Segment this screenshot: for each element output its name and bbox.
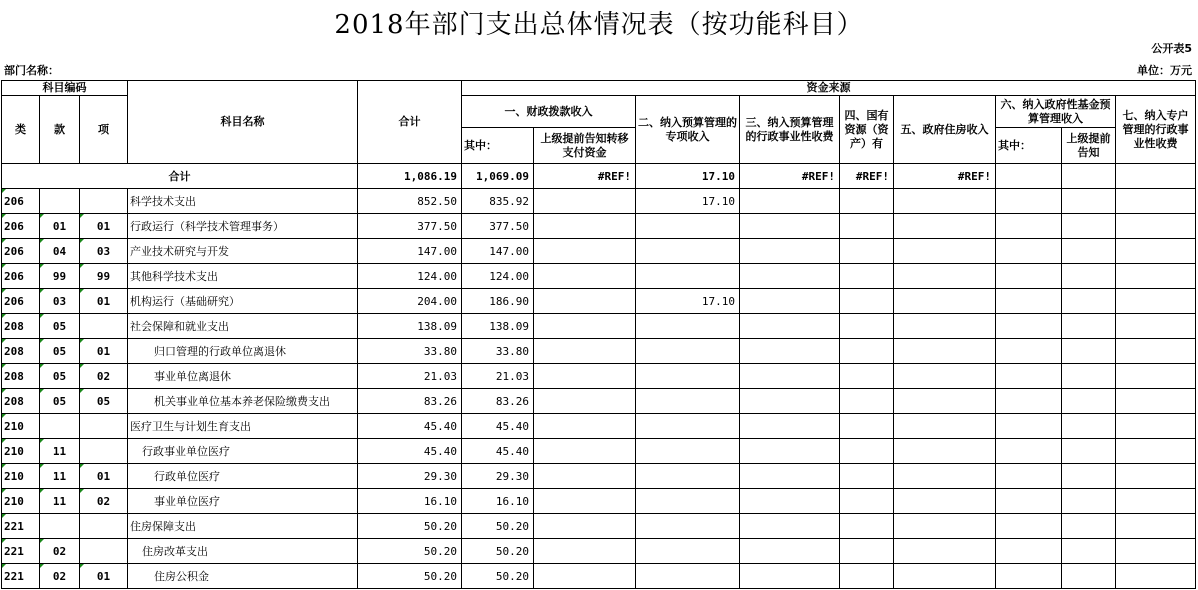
- row-xiang: [80, 439, 128, 464]
- table-row: [2, 514, 1196, 539]
- row-xiang: 02: [80, 364, 128, 389]
- row-empty-cell: [740, 289, 840, 314]
- row-total: 29.30: [358, 464, 462, 489]
- row-empty-cell: [996, 414, 1062, 439]
- row-xiang: 01: [80, 339, 128, 364]
- total-row: [2, 164, 1196, 189]
- row-empty-cell: [996, 564, 1062, 589]
- table-row: [2, 539, 1196, 564]
- row-subject-name: 机构运行（基础研究）: [128, 289, 358, 314]
- gov-fund-advance-header: 上级提前告知: [1062, 128, 1116, 164]
- fund-source-header: 资金来源: [462, 81, 1196, 96]
- total-header: 合计: [358, 81, 462, 164]
- total-label: 合计: [2, 164, 358, 189]
- table-row: [2, 389, 1196, 414]
- row-empty-cell: [1116, 539, 1196, 564]
- row-kuan: 05: [40, 364, 80, 389]
- unit-label: 单位：万元: [1137, 64, 1192, 77]
- row-advance: [534, 239, 636, 264]
- row-empty-cell: [740, 364, 840, 389]
- row-empty-cell: [740, 514, 840, 539]
- total-fees: #REF!: [740, 164, 840, 189]
- row-fiscal: 16.10: [462, 489, 534, 514]
- row-advance: [534, 314, 636, 339]
- subject-name-header: 科目名称: [128, 81, 358, 164]
- row-empty-cell: [840, 464, 894, 489]
- row-empty-cell: [1116, 464, 1196, 489]
- row-total: 852.50: [358, 189, 462, 214]
- page-title: 2018年部门支出总体情况表（按功能科目）: [334, 10, 864, 40]
- row-empty-cell: [840, 364, 894, 389]
- row-empty-cell: [840, 264, 894, 289]
- row-special: 17.10: [636, 289, 740, 314]
- total-advance: #REF!: [534, 164, 636, 189]
- row-fiscal: 33.80: [462, 339, 534, 364]
- row-empty-cell: [1062, 189, 1116, 214]
- row-empty-cell: [1116, 239, 1196, 264]
- row-kuan: 05: [40, 314, 80, 339]
- row-kuan: 01: [40, 214, 80, 239]
- row-advance: [534, 364, 636, 389]
- row-empty-cell: [740, 564, 840, 589]
- row-kuan: 03: [40, 289, 80, 314]
- row-empty-cell: [740, 539, 840, 564]
- table-row: [2, 489, 1196, 514]
- row-lei: 206: [2, 264, 40, 289]
- row-empty-cell: [740, 239, 840, 264]
- xiang-header: 项: [80, 96, 128, 164]
- row-empty-cell: [1062, 339, 1116, 364]
- row-empty-cell: [840, 539, 894, 564]
- row-total: 50.20: [358, 539, 462, 564]
- row-total: 147.00: [358, 239, 462, 264]
- row-empty-cell: [740, 264, 840, 289]
- row-special: [636, 264, 740, 289]
- row-empty-cell: [1062, 439, 1116, 464]
- total-fiscal: 1,069.09: [462, 164, 534, 189]
- row-empty-cell: [894, 289, 996, 314]
- row-empty-cell: [894, 439, 996, 464]
- row-empty-cell: [894, 339, 996, 364]
- row-empty-cell: [894, 489, 996, 514]
- row-subject-name: 科学技术支出: [128, 189, 358, 214]
- row-empty-cell: [840, 439, 894, 464]
- table-row: [2, 339, 1196, 364]
- row-advance: [534, 539, 636, 564]
- row-empty-cell: [894, 239, 996, 264]
- row-lei: 208: [2, 314, 40, 339]
- row-xiang: 01: [80, 214, 128, 239]
- row-kuan: 11: [40, 489, 80, 514]
- row-advance: [534, 414, 636, 439]
- total-assets: #REF!: [840, 164, 894, 189]
- row-lei: 210: [2, 414, 40, 439]
- row-empty-cell: [740, 439, 840, 464]
- row-empty-cell: [840, 339, 894, 364]
- row-xiang: 05: [80, 389, 128, 414]
- row-total: 50.20: [358, 514, 462, 539]
- row-special: [636, 514, 740, 539]
- row-empty-cell: [1062, 239, 1116, 264]
- row-empty-cell: [894, 464, 996, 489]
- row-advance: [534, 289, 636, 314]
- row-advance: [534, 464, 636, 489]
- row-empty-cell: [840, 189, 894, 214]
- row-empty-cell: [740, 214, 840, 239]
- row-special: [636, 414, 740, 439]
- row-empty-cell: [894, 539, 996, 564]
- row-empty-cell: [894, 564, 996, 589]
- row-empty-cell: [996, 539, 1062, 564]
- row-lei: 221: [2, 539, 40, 564]
- row-fiscal: 186.90: [462, 289, 534, 314]
- table-row: [2, 189, 1196, 214]
- row-fiscal: 29.30: [462, 464, 534, 489]
- row-xiang: 01: [80, 464, 128, 489]
- subject-code-header: 科目编码: [2, 81, 128, 96]
- row-empty-cell: [1116, 264, 1196, 289]
- row-advance: [534, 489, 636, 514]
- row-empty-cell: [996, 264, 1062, 289]
- row-kuan: 04: [40, 239, 80, 264]
- row-fiscal: 21.03: [462, 364, 534, 389]
- row-total: 124.00: [358, 264, 462, 289]
- row-empty-cell: [740, 489, 840, 514]
- row-special: [636, 439, 740, 464]
- row-empty-cell: [894, 314, 996, 339]
- total-housing: #REF!: [894, 164, 996, 189]
- row-lei: 206: [2, 239, 40, 264]
- row-empty-cell: [1062, 489, 1116, 514]
- row-empty-cell: [1116, 514, 1196, 539]
- row-subject-name: 社会保障和就业支出: [128, 314, 358, 339]
- row-kuan: 11: [40, 439, 80, 464]
- table-row: [2, 289, 1196, 314]
- table-row: [2, 439, 1196, 464]
- row-empty-cell: [1116, 364, 1196, 389]
- row-xiang: [80, 514, 128, 539]
- row-fiscal: 50.20: [462, 514, 534, 539]
- row-xiang: [80, 314, 128, 339]
- row-kuan: [40, 189, 80, 214]
- housing-income-header: 五、政府住房收入: [894, 96, 996, 164]
- row-empty-cell: [1116, 189, 1196, 214]
- row-empty-cell: [1062, 264, 1116, 289]
- row-subject-name: 行政事业单位医疗: [128, 439, 358, 464]
- row-empty-cell: [1062, 289, 1116, 314]
- row-empty-cell: [996, 439, 1062, 464]
- row-fiscal: 50.20: [462, 564, 534, 589]
- row-kuan: [40, 414, 80, 439]
- row-special: [636, 214, 740, 239]
- row-empty-cell: [740, 464, 840, 489]
- row-xiang: 02: [80, 489, 128, 514]
- row-empty-cell: [740, 389, 840, 414]
- row-subject-name: 其他科学技术支出: [128, 264, 358, 289]
- table-row: [2, 264, 1196, 289]
- row-kuan: 05: [40, 339, 80, 364]
- row-empty-cell: [1116, 339, 1196, 364]
- row-fiscal: 147.00: [462, 239, 534, 264]
- row-empty-cell: [996, 514, 1062, 539]
- row-empty-cell: [1062, 389, 1116, 414]
- row-empty-cell: [894, 364, 996, 389]
- row-subject-name: 事业单位医疗: [128, 489, 358, 514]
- row-total: 21.03: [358, 364, 462, 389]
- department-label: 部门名称：: [4, 64, 59, 77]
- row-subject-name: 行政运行（科学技术管理事务）: [128, 214, 358, 239]
- kuan-header: 款: [40, 96, 80, 164]
- row-empty-cell: [840, 239, 894, 264]
- row-xiang: [80, 189, 128, 214]
- row-empty-cell: [1116, 214, 1196, 239]
- row-fiscal: 50.20: [462, 539, 534, 564]
- row-empty-cell: [1116, 489, 1196, 514]
- form-number: 公开表5: [1151, 42, 1192, 55]
- table-row: [2, 364, 1196, 389]
- row-empty-cell: [840, 514, 894, 539]
- row-empty-cell: [1062, 564, 1116, 589]
- row-special: [636, 364, 740, 389]
- row-total: 83.26: [358, 389, 462, 414]
- row-special: [636, 489, 740, 514]
- row-empty-cell: [996, 464, 1062, 489]
- row-special: [636, 339, 740, 364]
- row-lei: 208: [2, 364, 40, 389]
- row-fiscal: 83.26: [462, 389, 534, 414]
- table-row: [2, 314, 1196, 339]
- row-empty-cell: [996, 489, 1062, 514]
- row-empty-cell: [996, 189, 1062, 214]
- row-lei: 210: [2, 489, 40, 514]
- row-empty-cell: [840, 489, 894, 514]
- row-empty-cell: [840, 214, 894, 239]
- table-row: [2, 564, 1196, 589]
- row-xiang: 01: [80, 564, 128, 589]
- fiscal-of-which-header: 其中：: [462, 128, 534, 164]
- row-advance: [534, 564, 636, 589]
- row-special: [636, 464, 740, 489]
- row-kuan: 02: [40, 539, 80, 564]
- row-empty-cell: [1116, 314, 1196, 339]
- row-empty-cell: [996, 239, 1062, 264]
- row-empty-cell: [894, 389, 996, 414]
- table-row: [2, 239, 1196, 264]
- row-empty-cell: [894, 264, 996, 289]
- row-subject-name: 行政单位医疗: [128, 464, 358, 489]
- row-empty-cell: [740, 414, 840, 439]
- row-advance: [534, 189, 636, 214]
- row-subject-name: 医疗卫生与计划生育支出: [128, 414, 358, 439]
- row-lei: 221: [2, 514, 40, 539]
- row-subject-name: 产业技术研究与开发: [128, 239, 358, 264]
- row-empty-cell: [1116, 439, 1196, 464]
- lei-header: 类: [2, 96, 40, 164]
- row-empty-cell: [894, 514, 996, 539]
- row-empty-cell: [894, 189, 996, 214]
- row-xiang: 99: [80, 264, 128, 289]
- row-total: 138.09: [358, 314, 462, 339]
- row-lei: 206: [2, 189, 40, 214]
- row-xiang: 01: [80, 289, 128, 314]
- row-lei: 208: [2, 389, 40, 414]
- total-special: 17.10: [636, 164, 740, 189]
- row-advance: [534, 214, 636, 239]
- row-kuan: 02: [40, 564, 80, 589]
- row-lei: 210: [2, 439, 40, 464]
- row-advance: [534, 439, 636, 464]
- row-empty-cell: [840, 564, 894, 589]
- row-subject-name: 归口管理的行政单位离退休: [128, 339, 358, 364]
- special-income-header: 二、纳入预算管理的专项收入: [636, 96, 740, 164]
- row-kuan: 99: [40, 264, 80, 289]
- gov-fund-header: 六、纳入政府性基金预算管理收入: [996, 96, 1116, 128]
- row-empty-cell: [1062, 214, 1116, 239]
- row-subject-name: 机关事业单位基本养老保险缴费支出: [128, 389, 358, 414]
- row-lei: 210: [2, 464, 40, 489]
- row-total: 377.50: [358, 214, 462, 239]
- row-empty-cell: [840, 389, 894, 414]
- row-total: 50.20: [358, 564, 462, 589]
- row-special: [636, 239, 740, 264]
- row-fiscal: 124.00: [462, 264, 534, 289]
- row-empty-cell: [996, 364, 1062, 389]
- row-empty-cell: [840, 289, 894, 314]
- row-subject-name: 住房改革支出: [128, 539, 358, 564]
- row-fiscal: 377.50: [462, 214, 534, 239]
- row-empty-cell: [894, 414, 996, 439]
- row-kuan: 11: [40, 464, 80, 489]
- row-fiscal: 45.40: [462, 414, 534, 439]
- row-empty-cell: [1116, 414, 1196, 439]
- row-empty-cell: [996, 289, 1062, 314]
- row-xiang: 03: [80, 239, 128, 264]
- row-special: 17.10: [636, 189, 740, 214]
- row-advance: [534, 339, 636, 364]
- row-fiscal: 45.40: [462, 439, 534, 464]
- expenditure-table: [1, 80, 1196, 589]
- row-fiscal: 835.92: [462, 189, 534, 214]
- row-advance: [534, 389, 636, 414]
- row-subject-name: 事业单位离退休: [128, 364, 358, 389]
- row-total: 204.00: [358, 289, 462, 314]
- row-empty-cell: [894, 214, 996, 239]
- row-empty-cell: [996, 339, 1062, 364]
- state-assets-header: 四、国有资源（资产）有: [840, 96, 894, 164]
- row-kuan: [40, 514, 80, 539]
- row-empty-cell: [996, 389, 1062, 414]
- row-empty-cell: [996, 214, 1062, 239]
- row-lei: 206: [2, 289, 40, 314]
- row-empty-cell: [740, 189, 840, 214]
- row-lei: 221: [2, 564, 40, 589]
- row-empty-cell: [1062, 364, 1116, 389]
- gov-fund-of-which-header: 其中：: [996, 128, 1062, 164]
- row-fiscal: 138.09: [462, 314, 534, 339]
- row-empty-cell: [1116, 389, 1196, 414]
- table-row: [2, 414, 1196, 439]
- row-empty-cell: [1062, 414, 1116, 439]
- table-row: [2, 214, 1196, 239]
- row-special: [636, 564, 740, 589]
- row-total: 45.40: [358, 414, 462, 439]
- row-empty-cell: [1116, 289, 1196, 314]
- row-empty-cell: [740, 314, 840, 339]
- row-total: 45.40: [358, 439, 462, 464]
- row-empty-cell: [840, 414, 894, 439]
- row-empty-cell: [1062, 314, 1116, 339]
- row-empty-cell: [1062, 514, 1116, 539]
- row-total: 33.80: [358, 339, 462, 364]
- row-special: [636, 314, 740, 339]
- row-empty-cell: [740, 339, 840, 364]
- special-account-header: 七、纳入专户管理的行政事业性收费: [1116, 96, 1196, 164]
- row-advance: [534, 514, 636, 539]
- row-kuan: 05: [40, 389, 80, 414]
- row-xiang: [80, 539, 128, 564]
- row-empty-cell: [1062, 464, 1116, 489]
- row-lei: 208: [2, 339, 40, 364]
- total-amount: 1,086.19: [358, 164, 462, 189]
- row-advance: [534, 264, 636, 289]
- row-xiang: [80, 414, 128, 439]
- fiscal-advance-header: 上级提前告知转移支付资金: [534, 128, 636, 164]
- row-empty-cell: [1116, 564, 1196, 589]
- row-subject-name: 住房保障支出: [128, 514, 358, 539]
- row-subject-name: 住房公积金: [128, 564, 358, 589]
- row-special: [636, 389, 740, 414]
- fiscal-income-header: 一、财政拨款收入: [462, 96, 636, 128]
- row-lei: 206: [2, 214, 40, 239]
- row-empty-cell: [1062, 539, 1116, 564]
- table-row: [2, 464, 1196, 489]
- row-empty-cell: [996, 314, 1062, 339]
- row-special: [636, 539, 740, 564]
- admin-fee-header: 三、纳入预算管理的行政事业性收费: [740, 96, 840, 164]
- row-empty-cell: [840, 314, 894, 339]
- row-total: 16.10: [358, 489, 462, 514]
